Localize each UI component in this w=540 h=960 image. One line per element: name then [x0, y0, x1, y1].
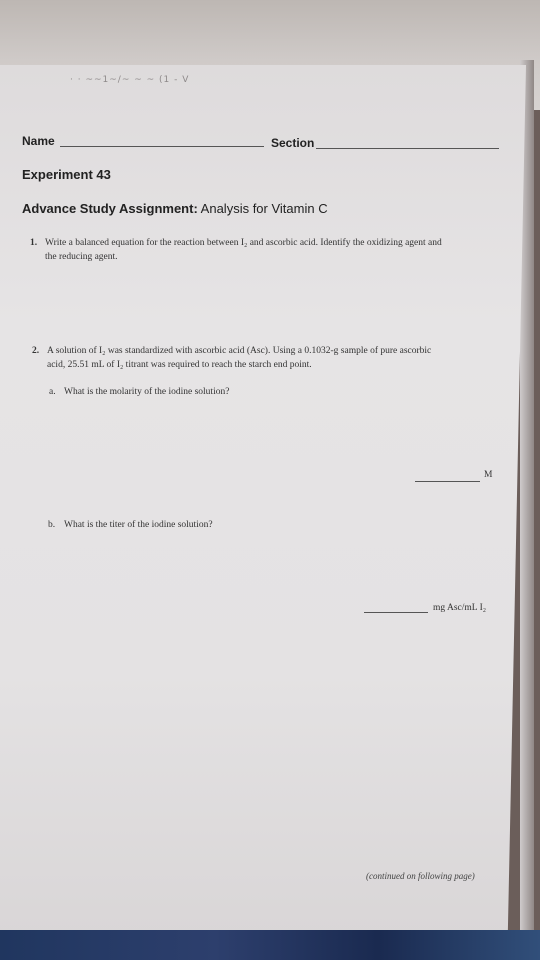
background-fabric	[0, 930, 540, 960]
experiment-title	[22, 167, 111, 182]
assignment-heading	[22, 201, 328, 216]
question-1-number: 1.	[30, 238, 38, 248]
part-a-unit: M	[484, 470, 493, 480]
worksheet-page	[0, 65, 526, 935]
part-b-text: What is the titer of the iodine solution?	[64, 520, 213, 530]
question-1-line-1: Write a balanced equation for the reaction between I₂ and ascorbic acid. Identify the oxidizing agent and	[45, 238, 442, 248]
part-b-answer-line[interactable]	[364, 612, 428, 613]
experiment-label: Experiment 43	[22, 167, 111, 182]
question-2-line-2: acid, 25.51 mL of I₂ titrant was required to reach the starch end point.	[47, 360, 312, 370]
part-b-label: b.	[48, 520, 56, 530]
part-a-answer-line[interactable]	[415, 481, 480, 482]
pencil-scribble: · · ~~1~/~ ~ ~ (1 - V	[70, 75, 190, 85]
section-field-line[interactable]	[316, 148, 499, 149]
part-a-text: What is the molarity of the iodine solution?	[64, 387, 230, 397]
question-2-number: 2.	[32, 346, 40, 356]
assignment-heading-title: Analysis for Vitamin C	[197, 201, 328, 216]
name-label: Name	[22, 134, 55, 148]
name-field-line[interactable]	[60, 146, 264, 147]
part-b-unit: mg Asc/mL I₂	[433, 603, 487, 613]
part-a-label: a.	[49, 387, 56, 397]
continued-note: (continued on following page)	[366, 871, 475, 881]
section-label: Section	[271, 136, 315, 150]
question-1-line-2: the reducing agent.	[45, 252, 118, 262]
question-2-line-1: A solution of I₂ was standardized with ascorbic acid (Asc). Using a 0.1032-g sample of pure ascorbic	[47, 346, 432, 356]
assignment-heading-bold: Advance Study Assignment:	[22, 201, 198, 216]
